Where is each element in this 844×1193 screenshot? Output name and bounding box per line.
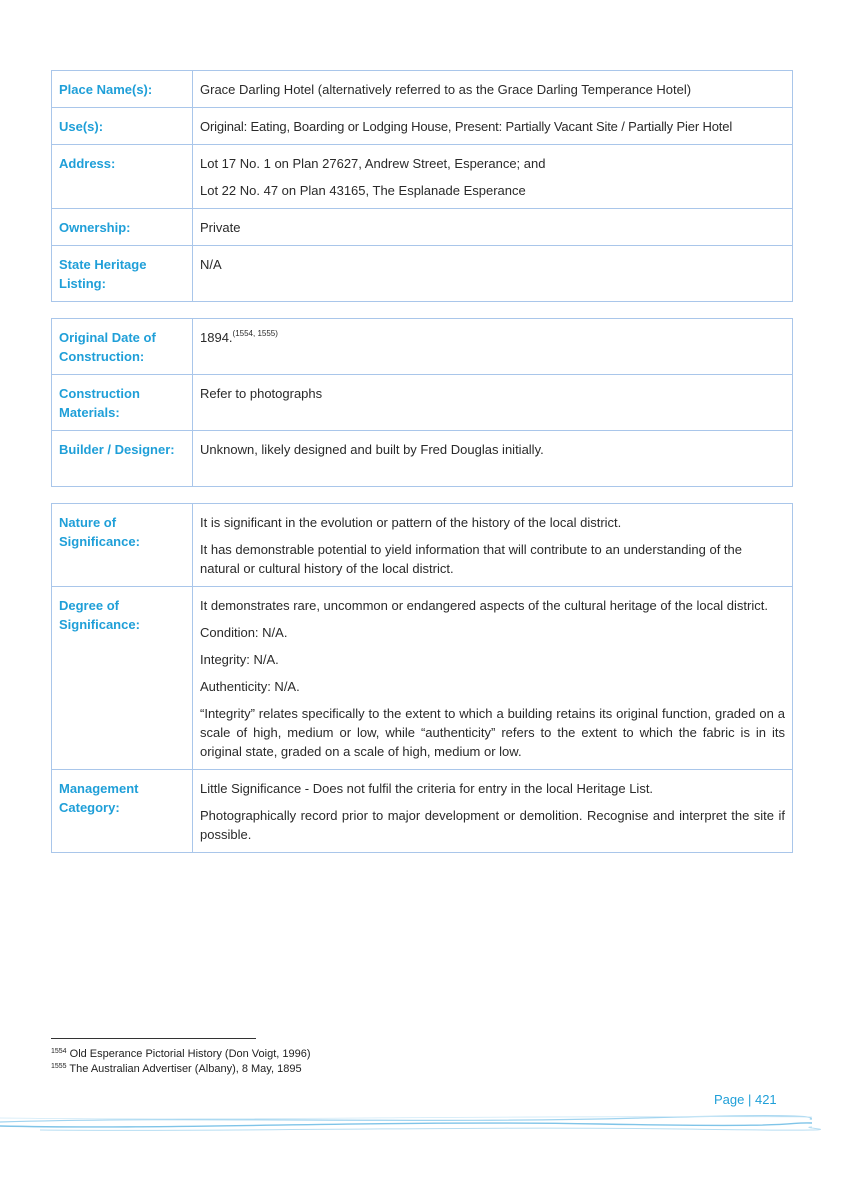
- management-paragraph-1: Little Significance - Does not fulfil the criteria for entry in the local Heritage List.: [200, 781, 654, 796]
- management-category-label: Management Category:: [52, 770, 193, 853]
- builder-designer-value: Unknown, likely designed and built by Fred Douglas initially.: [193, 431, 793, 487]
- builder-designer-label: Builder / Designer:: [52, 431, 193, 487]
- degree-of-significance-value: [193, 587, 793, 770]
- table-row: [52, 71, 793, 108]
- place-name-label: Place Name(s):: [52, 71, 193, 108]
- address-value: [193, 145, 793, 209]
- original-date-label: Original Date of Construction:: [52, 319, 193, 375]
- table-row: [52, 246, 793, 302]
- ownership-value: Private: [193, 209, 793, 246]
- table-row: [52, 375, 793, 431]
- table-row: [52, 587, 793, 770]
- construction-materials-label: Construction Materials:: [52, 375, 193, 431]
- degree-of-significance-label: Degree of Significance:: [52, 587, 193, 770]
- footnote-item: [51, 1062, 311, 1077]
- management-category-value: [193, 770, 793, 853]
- footnote-number: 1555: [51, 1063, 67, 1070]
- footnote-number: 1554: [51, 1048, 67, 1055]
- address-label: Address:: [52, 145, 193, 209]
- state-heritage-listing-value: N/A: [193, 246, 793, 302]
- address-line-2: Lot 22 No. 47 on Plan 43165, The Esplanade Esperance: [200, 183, 526, 198]
- table-row: [52, 108, 793, 145]
- management-paragraph-2: Photographically record prior to major development or demolition. Recognise and interpret the site if possible.: [200, 808, 785, 842]
- nature-paragraph-1: It is significant in the evolution or pattern of the history of the local district.: [200, 515, 622, 530]
- footnote-item: [51, 1047, 311, 1062]
- integrity-text: Integrity: N/A.: [200, 652, 279, 667]
- address-line-1: Lot 17 No. 1 on Plan 27627, Andrew Street, Esperance; and: [200, 156, 546, 171]
- footnote-reference: (1554, 1555): [232, 329, 278, 338]
- construction-materials-value: Refer to photographs: [193, 375, 793, 431]
- page-number: Page | 421: [714, 1092, 777, 1107]
- footnote-separator: [51, 1038, 256, 1039]
- footnote-text: Old Esperance Pictorial History (Don Voigt, 1996): [66, 1048, 311, 1060]
- use-value: Original: Eating, Boarding or Lodging House, Present: Partially Vacant Site / Partially Pier Hotel: [193, 108, 793, 145]
- table-row: [52, 431, 793, 487]
- use-label: Use(s):: [52, 108, 193, 145]
- table-row: [52, 319, 793, 375]
- place-name-value: Grace Darling Hotel (alternatively referred to as the Grace Darling Temperance Hotel): [193, 71, 793, 108]
- degree-paragraph-1: It demonstrates rare, uncommon or endangered aspects of the cultural heritage of the local district.: [200, 598, 768, 613]
- ownership-label: Ownership:: [52, 209, 193, 246]
- nature-of-significance-value: [193, 504, 793, 587]
- state-heritage-listing-label: State Heritage Listing:: [52, 246, 193, 302]
- integrity-authenticity-note: “Integrity” relates specifically to the extent to which a building retains its original function, graded on a scale of high, medium or low, while “authenticity” refers to the extent to which the fabric is in its original state, graded on a scale of high, medium or low.: [200, 706, 785, 759]
- nature-of-significance-label: Nature of Significance:: [52, 504, 193, 587]
- table-row: [52, 770, 793, 853]
- place-details-table: [51, 70, 793, 302]
- condition-text: Condition: N/A.: [200, 625, 288, 640]
- table-row: [52, 209, 793, 246]
- footnotes: [51, 1047, 311, 1077]
- construction-table: [51, 318, 793, 487]
- original-date-text: 1894.: [200, 330, 233, 345]
- original-date-value: [193, 319, 793, 375]
- significance-table: [51, 503, 793, 853]
- table-row: [52, 504, 793, 587]
- wave-decoration: [0, 1108, 844, 1138]
- table-row: [52, 145, 793, 209]
- authenticity-text: Authenticity: N/A.: [200, 679, 300, 694]
- nature-paragraph-2: It has demonstrable potential to yield information that will contribute to an understanding of the natural or cultural history of the local district.: [200, 542, 742, 576]
- footnote-text: The Australian Advertiser (Albany), 8 May, 1895: [66, 1063, 302, 1075]
